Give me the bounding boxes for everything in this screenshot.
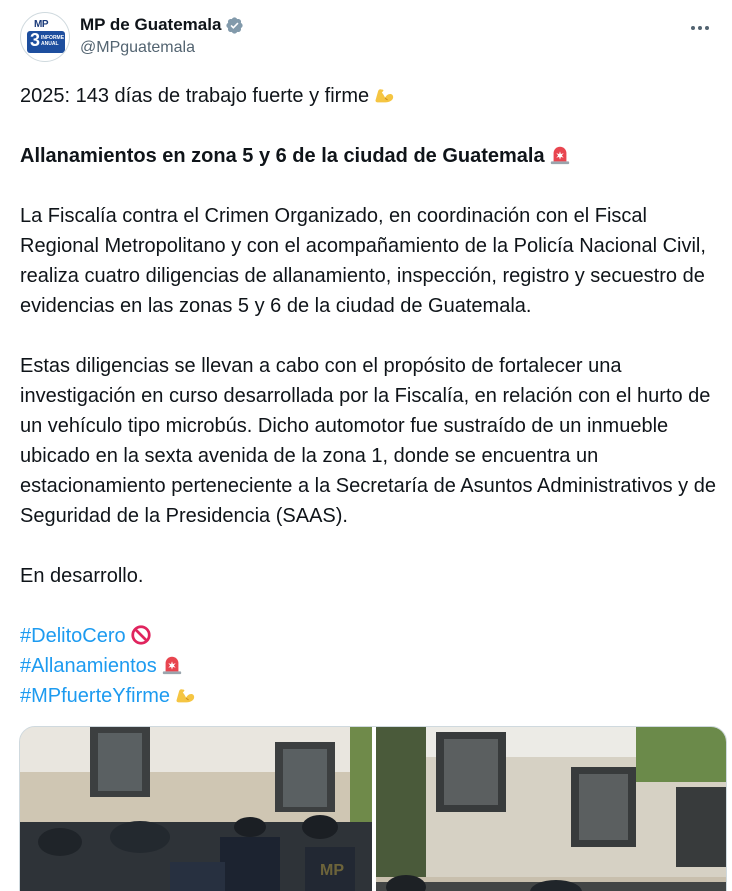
avatar-logo-text: MP bbox=[34, 19, 48, 30]
avatar[interactable] bbox=[20, 12, 70, 62]
avatar-subtext: INFORME ANUAL bbox=[41, 35, 65, 47]
hashtag-mpfuerteyfirme[interactable]: #MPfuerteYfirme bbox=[20, 685, 171, 707]
hashtag-row bbox=[20, 621, 720, 651]
tweet-paragraph-2: Estas diligencias se llevan a cabo con el propósito de fortalecer una investigación en curso desarrollada por la Fiscalía, en relación con el hurto de un vehículo tipo microbús. Dicho automotor fue sustraído de un inmueble ubicado en la sexta avenida de la zona 1, donde se encuentra un estacionamiento perteneciente a la Secretaría de Asuntos Administrativos y de Seguridad de la Presidencia (SAAS). bbox=[20, 355, 716, 527]
media-grid bbox=[19, 726, 727, 891]
tweet-header bbox=[20, 10, 712, 66]
photo-left[interactable] bbox=[20, 727, 372, 891]
tweet-paragraph-1: La Fiscalía contra el Crimen Organizado, en coordinación con el Fiscal Regional Metropolitano y con el acompañamiento de la Policía Nacional Civil, realiza cuatro diligencias de allanamiento, inspección, registro y secuestro de evidencias en las zonas 5 y 6 de la ciudad de Guatemala. bbox=[20, 205, 706, 317]
flexed-biceps-icon bbox=[373, 84, 395, 106]
hashtag-row bbox=[20, 651, 720, 681]
avatar-number: 3 bbox=[30, 30, 41, 50]
hashtag-list bbox=[20, 621, 720, 711]
tweet-line-1 bbox=[20, 81, 720, 111]
photo-right[interactable] bbox=[376, 727, 727, 891]
hashtag-allanamientos[interactable]: #Allanamientos bbox=[20, 655, 157, 677]
police-light-icon bbox=[549, 144, 571, 166]
dot-icon bbox=[691, 26, 695, 30]
display-name-row bbox=[80, 14, 244, 36]
flexed-biceps-icon bbox=[174, 684, 196, 706]
headline-text: Allanamientos en zona 5 y 6 de la ciudad de Guatemala bbox=[20, 145, 545, 167]
photo-right-image bbox=[376, 727, 727, 891]
tweet-paragraph-3: En desarrollo. bbox=[20, 565, 144, 587]
police-light-icon bbox=[161, 654, 183, 676]
dot-icon bbox=[698, 26, 702, 30]
display-name[interactable]: MP de Guatemala bbox=[80, 15, 222, 34]
hashtag-delitocero[interactable]: #DelitoCero bbox=[20, 625, 126, 647]
tweet-headline bbox=[20, 141, 720, 171]
author-names bbox=[80, 14, 244, 57]
more-options-button[interactable] bbox=[688, 18, 712, 38]
intro-text: 2025: 143 días de trabajo fuerte y firme bbox=[20, 85, 370, 107]
handle[interactable]: @MPguatemala bbox=[80, 39, 195, 56]
tweet-text bbox=[20, 81, 720, 711]
prohibited-icon bbox=[130, 624, 152, 646]
verified-badge-icon bbox=[225, 16, 244, 35]
hashtag-row bbox=[20, 681, 720, 711]
dot-icon bbox=[705, 26, 709, 30]
photo-left-image bbox=[20, 727, 372, 891]
